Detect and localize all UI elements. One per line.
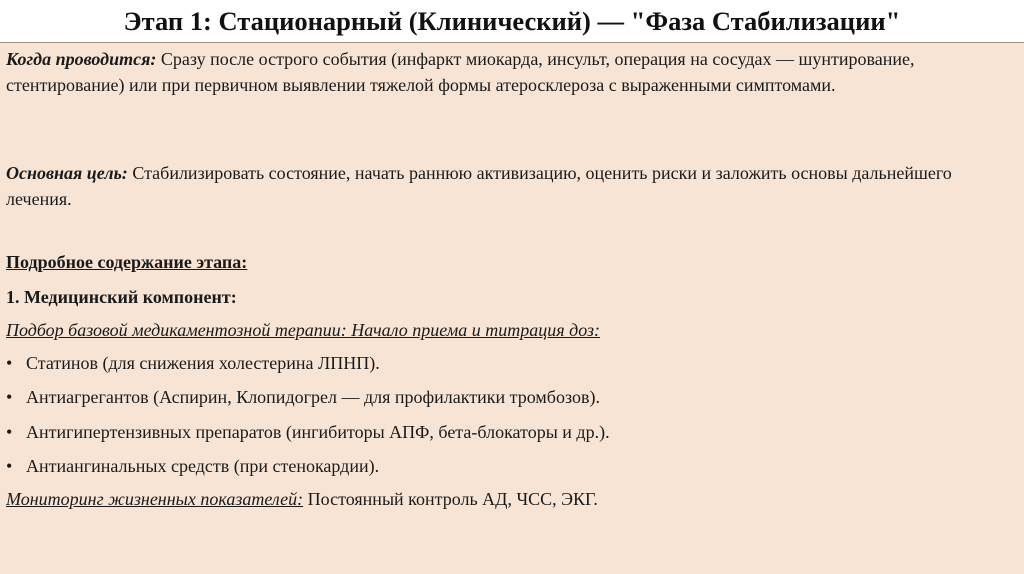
list-item-text: Статинов (для снижения холестерина ЛПНП). [26, 353, 380, 373]
slide-title [0, 0, 1024, 42]
list-item [6, 350, 1016, 376]
monitoring-paragraph [6, 486, 1016, 512]
list-item [6, 453, 1016, 479]
therapy-label: Подбор базовой медикаментозной терапии: Начало приема и титрация доз: [6, 320, 600, 340]
bullet-icon: • [6, 353, 13, 373]
when-paragraph [6, 46, 1016, 98]
bullet-icon: • [6, 387, 13, 407]
detail-heading: Подробное содержание этапа: [6, 252, 248, 272]
content-panel [0, 42, 1024, 574]
list-item [6, 384, 1016, 410]
goal-paragraph [6, 160, 1016, 212]
bullet-icon: • [6, 422, 13, 442]
list-item [6, 419, 1016, 445]
medical-component-heading: 1. Медицинский компонент: [6, 287, 237, 307]
goal-text: Стабилизировать состояние, начать раннюю активизацию, оценить риски и заложить основы дальнейшего лечения. [6, 163, 952, 209]
list-item-text: Антигипертензивных препаратов (ингибиторы АПФ, бета-блокаторы и др.). [26, 422, 610, 442]
when-text: Сразу после острого события (инфаркт миокарда, инсульт, операция на сосудах — шунтирование, стентирование) или при первичном выявлении тяжелой формы атеросклероза с выраженными симптомами. [6, 49, 915, 95]
monitoring-label: Мониторинг жизненных показателей: [6, 489, 304, 509]
goal-label: Основная цель: [6, 163, 128, 183]
when-label: Когда проводится: [6, 49, 157, 69]
slide-title-text: Этап 1: Стационарный (Клинический) — "Фаза Стабилизации" [123, 5, 901, 36]
list-item-text: Антиангинальных средств (при стенокардии). [26, 456, 380, 476]
monitoring-text: Постоянный контроль АД, ЧСС, ЭКГ. [303, 489, 598, 509]
list-item-text: Антиагрегантов (Аспирин, Клопидогрел — для профилактики тромбозов). [26, 387, 600, 407]
bullet-icon: • [6, 456, 13, 476]
